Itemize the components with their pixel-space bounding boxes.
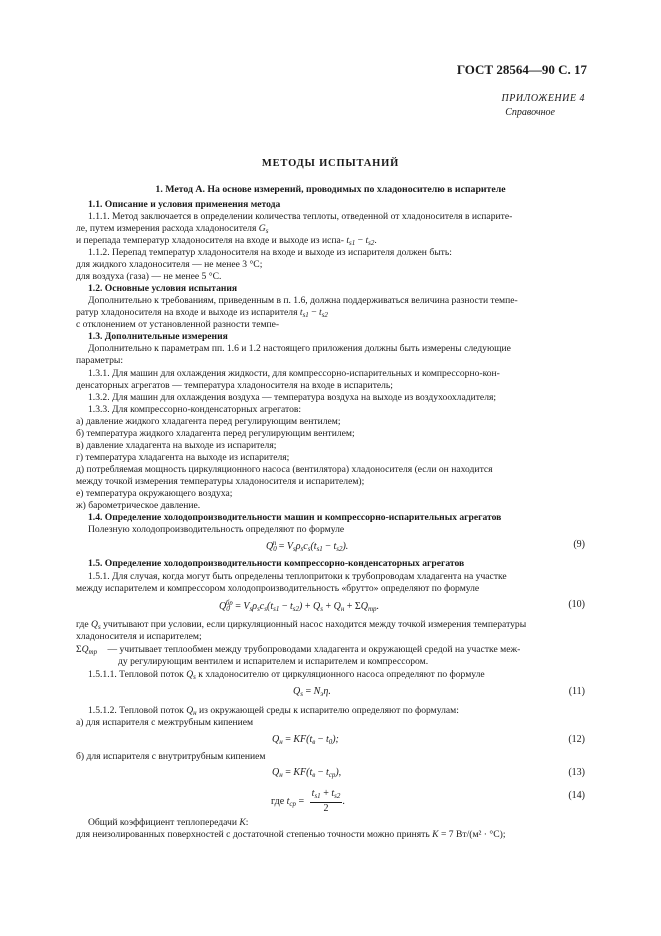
paragraph-line: 1.3.3. Для компрессорно-конденсаторных агрегатов: bbox=[88, 404, 302, 415]
paragraph-line: Дополнительно к требованиям, приведенным в п. 1.6, должна поддерживаться величина разности темпе- bbox=[88, 295, 518, 306]
section-heading: 1. Метод А. На основе измерений, проводимых по хладоносителю в испарителе bbox=[155, 184, 506, 195]
equation-number: (13) bbox=[568, 767, 585, 778]
list-item: в) давление хладагента на выходе из испарителя; bbox=[76, 440, 277, 451]
paragraph-line: для воздуха (газа) — не менее 5 °С. bbox=[76, 271, 222, 282]
subsection-heading: 1.2. Основные условия испытания bbox=[88, 283, 238, 294]
list-item: д) потребляемая мощность циркуляционного насоса (вентилятора) хладоносителя (если он находится bbox=[76, 464, 493, 475]
paragraph-line: Общий коэффициент теплопередачи K: bbox=[88, 817, 249, 828]
subsection-heading: 1.4. Определение холодопроизводительности машин и компрессорно-испарительных агрегатов bbox=[88, 512, 502, 523]
paragraph-line: денсаторных агрегатов — температура хладоносителя на входе в испаритель; bbox=[76, 380, 393, 391]
paragraph-line: 1.5.1. Для случая, когда могут быть определены теплопритоки к трубопроводам хладагента на участке bbox=[88, 571, 507, 582]
equation-11: $Q_s = N_э\eta$. bbox=[293, 686, 331, 698]
page-header: ГОСТ 28564—90 С. 17 bbox=[456, 62, 587, 77]
paragraph-line: $\Sigma Q_{тр}$ — учитывает теплообмен между трубопроводами хладагента и окружающей средой на участке меж- bbox=[76, 644, 521, 656]
paragraph-line: 1.5.1.2. Тепловой поток $Q_н$ из окружающей среды к испарителю определяют по формулам: bbox=[88, 705, 459, 717]
appendix-label: ПРИЛОЖЕНИЕ 4 bbox=[501, 93, 585, 104]
paragraph-line: Дополнительно к параметрам пп. 1.6 и 1.2 настоящего приложения должны быть измерены следующие bbox=[88, 343, 511, 354]
list-item: между точкой измерения температуры хладоносителя и испарителем); bbox=[76, 476, 365, 487]
paragraph-line: между испарителем и компрессором холодопроизводительность «брутто» определяют по формуле bbox=[76, 583, 480, 594]
equation-9: $Q_0^п = V_s\rho_sc_s(t_{s1} - t_{s2})$. bbox=[266, 539, 349, 553]
paragraph-line: ратур хладоносителя на входе и выходе из испарителя $t_{s1} - t_{s2}$ bbox=[76, 307, 328, 319]
paragraph-line: и перепада температур хладоносителя на входе и выходе из испа- $t_{s1} - t_{s2}$. bbox=[76, 235, 377, 247]
list-item: а) давление жидкого хладагента перед регулирующим вентилем; bbox=[76, 416, 341, 427]
paragraph-line: для жидкого хладоносителя — не менее 3 °С; bbox=[76, 259, 263, 270]
paragraph-line: хладоносителя и испарителем; bbox=[76, 631, 202, 642]
paragraph-line: 1.1.1. Метод заключается в определении количества теплоты, отведенной от хладоносителя в испарите- bbox=[88, 211, 513, 222]
list-item: б) температура жидкого хладагента перед регулирующим вентилем; bbox=[76, 428, 355, 439]
paragraph-line: для неизолированных поверхностей с достаточной степенью точности можно принять K = 7 Вт/(м² · °С); bbox=[76, 829, 506, 840]
paragraph-line: где $Q_s$ учитывают при условии, если циркуляционный насос находится между точкой измерения температуры bbox=[76, 619, 527, 631]
paragraph-line: Полезную холодопроизводительность определяют по формуле bbox=[88, 524, 345, 535]
list-item: г) температура хладагента на выходе из испарителя; bbox=[76, 452, 290, 463]
equation-10: $Q_0^{бр} = V_s\rho_sc_s(t_{s1} - t_{s2}) + Q_s + Q_н + \Sigma Q_{тр}$. bbox=[219, 599, 380, 613]
equation-number: (10) bbox=[568, 599, 585, 610]
subsection-heading: 1.5. Определение холодопроизводительности компрессорно-конденсаторных агрегатов bbox=[88, 558, 465, 569]
appendix-type: Справочное bbox=[505, 107, 555, 118]
paragraph-line: с отклонением от установленной разности темпе- bbox=[76, 319, 280, 330]
equation-number: (9) bbox=[573, 539, 585, 550]
paragraph-line: 1.1.2. Перепад температур хладоносителя на входе и выходе из испарителя должен быть: bbox=[88, 247, 452, 258]
equation-13: $Q_н = KF(t_в - t_{ср})$, bbox=[272, 767, 342, 779]
equation-number: (14) bbox=[568, 790, 585, 801]
list-item: е) температура окружающего воздуха; bbox=[76, 488, 233, 499]
paragraph-line: 1.3.1. Для машин для охлаждения жидкости, для компрессорно-испарительных и компрессорно-кон- bbox=[88, 368, 500, 379]
list-item: б) для испарителя с внутритрубным кипением bbox=[76, 751, 266, 762]
paragraph-line: 1.5.1.1. Тепловой поток $Q_s$ к хладоносителю от циркуляционного насоса определяют по формуле bbox=[88, 669, 485, 681]
paragraph-line: параметры: bbox=[76, 355, 123, 366]
equation-14: где $t_{ср}$ = $\frac{t_{s1} + t_{s2}}{2}$ . bbox=[271, 788, 345, 814]
subsection-heading: 1.3. Дополнительные измерения bbox=[88, 331, 228, 342]
paragraph-line: 1.3.2. Для машин для охлаждения воздуха — температура воздуха на выходе из воздухоохладителя; bbox=[88, 392, 497, 403]
equation-12: $Q_н = KF(t_в - t_0)$; bbox=[272, 734, 339, 746]
equation-number: (11) bbox=[568, 686, 585, 697]
subsection-heading: 1.1. Описание и условия применения метода bbox=[88, 199, 281, 210]
list-item: а) для испарителя с межтрубным кипением bbox=[76, 717, 254, 728]
paragraph-line: ле, путем измерения расхода хладоносителя $G_s$ bbox=[76, 223, 269, 235]
paragraph-line: ду регулирующим вентилем и испарителем и испарителем и компрессором. bbox=[118, 656, 429, 667]
document-title: МЕТОДЫ ИСПЫТАНИЙ bbox=[261, 158, 400, 169]
list-item: ж) барометрическое давление. bbox=[76, 500, 201, 511]
equation-number: (12) bbox=[568, 734, 585, 745]
